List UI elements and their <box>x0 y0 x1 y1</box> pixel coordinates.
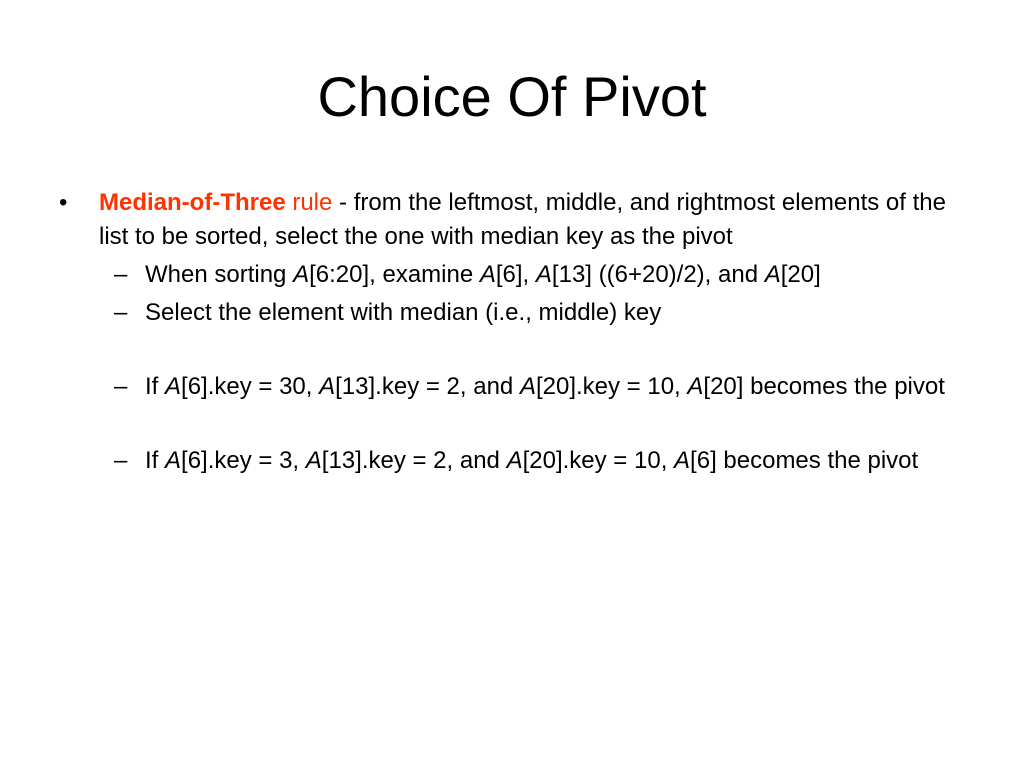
sub1-text-5: [20] <box>780 261 821 288</box>
sub1-text-3: [6], <box>495 261 536 288</box>
array-var: A <box>764 261 781 288</box>
bullet-median-of-three <box>59 186 959 254</box>
slide-title: Choice Of Pivot <box>317 65 707 128</box>
sub1-text-2: [6:20], examine <box>309 261 480 288</box>
array-var: A <box>506 447 523 474</box>
sub3-text-2: [6].key = 30, <box>181 373 320 400</box>
sub-bullet-select-median <box>59 296 959 330</box>
sub-bullet-marker: – <box>114 261 128 288</box>
sub1-text-1: When sorting <box>145 261 294 288</box>
array-var: A <box>519 373 536 400</box>
sub3-text-1: If <box>145 373 166 400</box>
sub-bullet-marker: – <box>114 373 128 400</box>
array-var: A <box>293 261 310 288</box>
array-var: A <box>674 447 691 474</box>
sub-bullet-marker: – <box>114 299 128 326</box>
sub-bullet-marker: – <box>114 447 128 474</box>
sub4-text-4: [20].key = 10, <box>522 447 675 474</box>
sub4-text-5: [6] becomes the pivot <box>690 447 919 474</box>
rule-term: Median-of-Three <box>99 189 286 216</box>
sub3-text-5: [20] becomes the pivot <box>703 373 945 400</box>
array-var: A <box>165 447 182 474</box>
array-var: A <box>479 261 496 288</box>
array-var: A <box>165 373 182 400</box>
sub1-text-4: [13] ((6+20)/2), and <box>551 261 765 288</box>
sub-bullet-example-1 <box>59 370 959 404</box>
bullet-marker: • <box>59 189 68 216</box>
sub-bullet-sorting-range <box>59 258 959 292</box>
array-var: A <box>305 447 322 474</box>
array-var: A <box>687 373 704 400</box>
slide-content <box>59 186 959 478</box>
sub2-text: Select the element with median (i.e., middle) key <box>145 299 662 326</box>
array-var: A <box>535 261 552 288</box>
sub3-text-4: [20].key = 10, <box>535 373 688 400</box>
rule-description: - from the leftmost, middle, and rightmost elements of the list to be sorted, select the one with median key as the pivot <box>99 189 946 250</box>
sub4-text-2: [6].key = 3, <box>181 447 306 474</box>
sub4-text-3: [13].key = 2, and <box>321 447 507 474</box>
array-var: A <box>319 373 336 400</box>
sub4-text-1: If <box>145 447 166 474</box>
rule-suffix: rule <box>285 189 333 216</box>
sub-bullet-example-2 <box>59 444 959 478</box>
sub3-text-3: [13].key = 2, and <box>335 373 520 400</box>
